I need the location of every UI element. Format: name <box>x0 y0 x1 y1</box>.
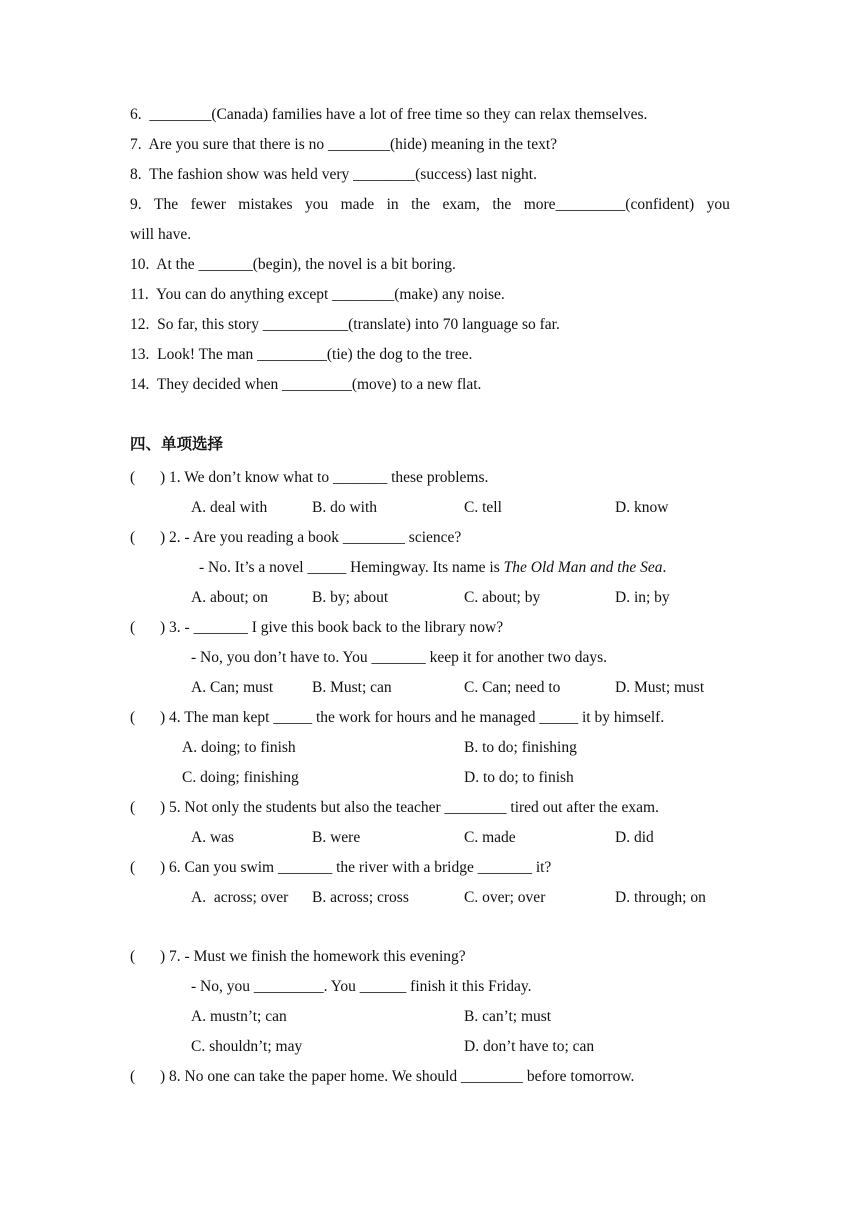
word: you <box>706 196 730 213</box>
mc-question-2: ) 2. - Are you reading a book ________ science? <box>160 529 462 546</box>
answer-paren: ( <box>130 859 136 876</box>
option-a: A. Can; must <box>191 679 274 696</box>
fill-in-item-12: 12. So far, this story ___________(translate) into 70 language so far. <box>130 316 560 333</box>
option-d: D. don’t have to; can <box>464 1038 595 1055</box>
option-c: C. over; over <box>464 889 546 906</box>
option-a: A. deal with <box>191 499 268 516</box>
mc-question-3: ) 3. - _______ I give this book back to the library now? <box>160 619 504 636</box>
word: mistakes <box>238 196 293 213</box>
word: more_________(confident) <box>523 196 695 213</box>
option-d: D. know <box>615 499 669 516</box>
mc-question-7: ) 7. - Must we finish the homework this evening? <box>160 948 466 965</box>
mc-question-5: ) 5. Not only the students but also the teacher ________ tired out after the exam. <box>160 799 659 816</box>
word: the <box>492 196 512 213</box>
word: you <box>304 196 329 213</box>
option-a: A. about; on <box>191 589 269 606</box>
fill-in-item-13: 13. Look! The man _________(tie) the dog to the tree. <box>130 346 473 363</box>
option-c: C. shouldn’t; may <box>191 1038 303 1055</box>
answer-paren: ( <box>130 709 136 726</box>
fill-in-item-14: 14. They decided when _________(move) to a new flat. <box>130 376 482 393</box>
option-c: C. doing; finishing <box>182 769 299 786</box>
mc-question-1: ) 1. We don’t know what to _______ these problems. <box>160 469 489 486</box>
answer-paren: ( <box>130 799 136 816</box>
section-title: 四、单项选择 <box>130 435 224 453</box>
book-title: The Old Man and the Sea <box>503 559 663 576</box>
option-a: A. doing; to finish <box>182 739 296 756</box>
word: The <box>154 196 179 213</box>
option-c: C. tell <box>464 499 502 516</box>
option-b: B. can’t; must <box>464 1008 552 1025</box>
option-c: C. made <box>464 829 516 846</box>
mc-question-6: ) 6. Can you swim _______ the river with a bridge _______ it? <box>160 859 552 876</box>
mc-question-8: ) 8. No one can take the paper home. We should ________ before tomorrow. <box>160 1068 635 1085</box>
option-a: A. was <box>191 829 235 846</box>
option-c: C. about; by <box>464 589 541 606</box>
fill-in-item-11: 11. You can do anything except ________(make) any noise. <box>130 286 505 303</box>
answer-paren: ( <box>130 619 136 636</box>
option-d: D. in; by <box>615 589 670 606</box>
fill-in-item-7: 7. Are you sure that there is no ________(hide) meaning in the text? <box>130 136 558 153</box>
option-b: B. to do; finishing <box>464 739 577 756</box>
option-a: A. mustn’t; can <box>191 1008 287 1025</box>
word: fewer <box>190 196 226 213</box>
option-b: B. across; cross <box>312 889 409 906</box>
fill-in-item-10: 10. At the _______(begin), the novel is a bit boring. <box>130 256 456 273</box>
option-b: B. do with <box>312 499 378 516</box>
answer-paren: ( <box>130 1068 136 1085</box>
option-d: D. Must; must <box>615 679 705 696</box>
fill-in-item-6: 6. ________(Canada) families have a lot of free time so they can relax themselves. <box>130 106 648 123</box>
option-c: C. Can; need to <box>464 679 561 696</box>
option-b: B. by; about <box>312 589 389 606</box>
word: made <box>340 196 375 213</box>
word: exam, <box>442 196 480 213</box>
mc-question-7-reply: - No, you _________. You ______ finish it this Friday. <box>191 978 532 995</box>
mc-question-3-reply: - No, you don’t have to. You _______ keep it for another two days. <box>191 649 608 666</box>
option-d: D. to do; to finish <box>464 769 574 786</box>
word: the <box>411 196 431 213</box>
mc-question-2-reply <box>199 558 666 578</box>
fill-in-item-9-continued: will have. <box>130 226 192 243</box>
fill-in-item-8: 8. The fashion show was held very ________(success) last night. <box>130 166 537 183</box>
fill-in-item-9 <box>130 195 730 215</box>
reply-end: . <box>662 559 667 576</box>
word: 9. <box>130 196 142 213</box>
answer-paren: ( <box>130 469 136 486</box>
mc-question-4: ) 4. The man kept _____ the work for hours and he managed _____ it by himself. <box>160 709 665 726</box>
option-b: B. were <box>312 829 361 846</box>
option-b: B. Must; can <box>312 679 392 696</box>
word: in <box>386 196 399 213</box>
option-d: D. through; on <box>615 889 706 906</box>
reply-text: - No. It’s a novel _____ Hemingway. Its name is <box>199 559 504 576</box>
option-d: D. did <box>615 829 654 846</box>
answer-paren: ( <box>130 529 136 546</box>
option-a: A. across; over <box>191 889 289 906</box>
answer-paren: ( <box>130 948 136 965</box>
